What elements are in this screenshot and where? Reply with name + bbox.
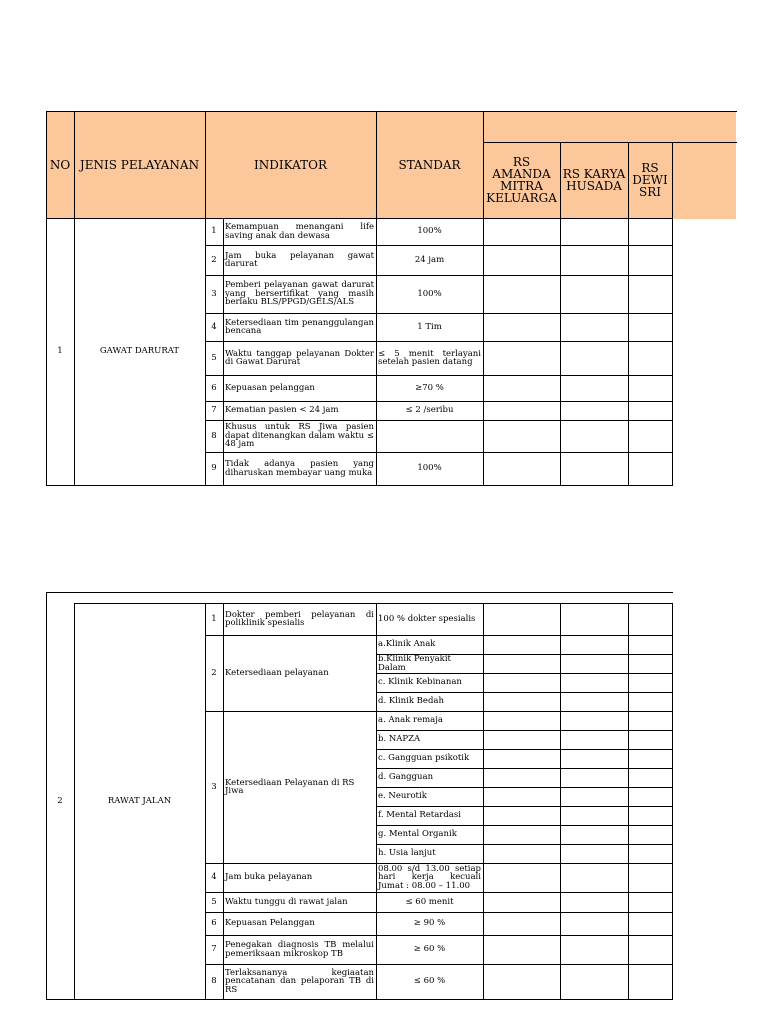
indikator-text-cell	[225, 452, 374, 485]
row-number-cell	[207, 218, 221, 245]
indikator-text-cell	[225, 375, 374, 401]
sub-service-item-cell	[378, 730, 481, 749]
header-jenis-pelayanan: JENIS PELAYANAN	[79, 157, 200, 172]
table-border-v	[376, 603, 377, 1000]
standar-text: 100%	[417, 463, 442, 474]
indikator-text: Waktu tanggap pelayanan Dokter di Gawat Darurat	[225, 348, 374, 367]
sub-service-item-cell	[378, 749, 481, 768]
indikator-text: Terlaksananya kegiaatan pencatanan dan pelaporan TB di RS	[225, 967, 374, 995]
table-border-v	[74, 603, 75, 1000]
row-number-cell	[207, 420, 221, 452]
sub-service-item: c. Klinik Kebinanan	[378, 677, 462, 688]
row-number: 2	[211, 667, 217, 678]
row-number-cell	[207, 245, 221, 275]
table-border-v	[223, 218, 224, 486]
table-border-h	[46, 592, 673, 593]
standar-text-cell	[378, 452, 481, 485]
sub-service-item: c. Gangguan psikotik	[378, 753, 470, 764]
sub-service-item: h. Usia lanjut	[378, 848, 436, 859]
standar-text-cell	[378, 420, 481, 452]
table-border-v	[560, 603, 561, 1000]
indikator-text: Jam buka pelayanan	[225, 872, 313, 883]
indikator-text: Khusus untuk RS Jiwa pasien dapat ditenangkan dalam waktu ≤ 48 jam	[225, 422, 374, 450]
indikator-text: Dokter pemberi pelayanan di poliklinik spesialis	[225, 609, 374, 628]
row-number: 7	[211, 405, 217, 416]
header-hospital-1: RS AMANDA MITRA KELUARGA	[486, 155, 557, 205]
sub-service-item: d. Klinik Bedah	[378, 696, 444, 707]
row-number-cell	[207, 341, 221, 375]
standar-text: 100%	[417, 226, 442, 237]
header-hospital-1-cell	[483, 142, 560, 218]
sub-service-item: b. NAPZA	[378, 734, 421, 745]
sub-service-item-cell	[378, 654, 481, 673]
sub-service-item: e. Neurotik	[378, 791, 427, 802]
sub-service-item-cell	[378, 635, 481, 654]
row-number-cell	[207, 401, 221, 420]
header-no: NO	[49, 157, 71, 172]
indikator-text-cell	[225, 275, 374, 313]
header-hospital-2-cell	[560, 142, 628, 218]
indikator-text: Pemberi pelayanan gawat darurat yang bersertifikat yang masih berlaku BLS/PPGD/GELS/ALS	[225, 280, 374, 308]
row-number: 5	[211, 352, 217, 363]
indikator-text-cell	[225, 218, 374, 245]
table-border-h	[46, 485, 206, 486]
header-indikator-cell	[205, 111, 376, 218]
row-number-cell	[207, 935, 221, 964]
indikator-text-cell	[225, 711, 374, 863]
indikator-text: Ketersediaan pelayanan	[225, 667, 329, 678]
header-jenis-pelayanan-cell	[74, 111, 205, 218]
standar-text: ≤ 60 menit	[405, 896, 454, 907]
row-number: 8	[211, 430, 217, 441]
standar-text: ≤ 5 menit terlayani setelah pasien datang	[378, 348, 481, 367]
table-border-v	[483, 603, 484, 1000]
indikator-text: Tidak adanya pasien yang diharuskan membayar uang muka	[225, 459, 374, 478]
row-number: 8	[211, 976, 217, 987]
table-border-v	[46, 592, 47, 1000]
indikator-text-cell	[225, 912, 374, 935]
row-number-cell	[207, 275, 221, 313]
row-number-cell	[207, 912, 221, 935]
standar-text-cell	[378, 245, 481, 275]
indikator-text-cell	[225, 964, 374, 999]
indikator-text: Kepuasan Pelanggan	[225, 918, 315, 929]
row-number: 4	[211, 321, 217, 332]
indikator-text: Waktu tunggu di rawat jalan	[225, 896, 348, 907]
standar-text: 24 jam	[414, 254, 445, 265]
sub-service-item-cell	[378, 787, 481, 806]
indikator-text-cell	[225, 401, 374, 420]
indikator-text: Kepuasan pelanggan	[225, 382, 315, 393]
table-border-h	[46, 999, 673, 1000]
indikator-text-cell	[225, 420, 374, 452]
section1-jenis: GAWAT DARURAT	[99, 346, 180, 357]
indikator-text: Jam buka pelayanan gawat darurat	[225, 250, 374, 269]
table-border-v	[205, 603, 206, 1000]
standar-text: 100 % dokter spesialis	[378, 613, 476, 624]
indikator-text-cell	[225, 603, 374, 635]
row-number-cell	[207, 863, 221, 892]
section1-no-cell	[48, 218, 72, 485]
row-number: 2	[211, 254, 217, 265]
indikator-text-cell	[225, 892, 374, 912]
row-number: 5	[211, 896, 217, 907]
section1-jenis-cell	[76, 218, 203, 485]
indikator-text: Kematian pasien < 24 jam	[225, 405, 339, 416]
sub-service-item: g. Mental Organik	[378, 829, 457, 840]
sub-service-item-cell	[378, 692, 481, 711]
sub-service-item: a. Anak remaja	[378, 715, 443, 726]
standar-text: 08.00 s/d 13.00 setiap hari kerja kecuali Jumat : 08.00 – 11.00	[378, 863, 481, 891]
standar-text-cell	[378, 603, 481, 635]
section2-no-cell	[48, 603, 72, 999]
standar-text: 100%	[417, 288, 442, 299]
table-border-v	[672, 142, 673, 486]
standar-text-cell	[378, 341, 481, 375]
sub-service-item: b.Klinik Penyakit Dalam	[378, 654, 451, 673]
sub-service-item-cell	[378, 806, 481, 825]
standar-text-cell	[378, 863, 481, 892]
row-number-cell	[207, 964, 221, 999]
row-number: 3	[211, 781, 217, 792]
indikator-text: Penegakan diagnosis TB melalui pemeriksaan mikroskop TB	[225, 940, 374, 959]
row-number-cell	[207, 635, 221, 711]
indikator-text: Ketersediaan tim penanggulangan bencana	[225, 317, 374, 336]
sub-service-item-cell	[378, 844, 481, 863]
sub-service-item-cell	[378, 825, 481, 844]
standar-text: 1 Tim	[417, 321, 442, 332]
row-number: 6	[211, 382, 217, 393]
table-border-h	[205, 485, 673, 486]
indikator-text: Kemampuan menangani life saving anak dan dewasa	[225, 222, 374, 241]
indikator-text-cell	[225, 313, 374, 341]
row-number: 7	[211, 944, 217, 955]
row-number-cell	[207, 375, 221, 401]
section1-no: 1	[57, 346, 63, 357]
sub-service-item: f. Mental Retardasi	[378, 810, 461, 821]
row-number: 6	[211, 918, 217, 929]
row-number-cell	[207, 892, 221, 912]
sub-service-item-cell	[378, 768, 481, 787]
header-standar-cell	[376, 111, 483, 218]
header-hospital-3-cell	[628, 142, 672, 218]
row-number-cell	[207, 603, 221, 635]
standar-text: ≤ 2 /seribu	[405, 405, 454, 416]
row-number-cell	[207, 711, 221, 863]
standar-text-cell	[378, 313, 481, 341]
section2-jenis-cell	[76, 603, 203, 999]
header-standar: STANDAR	[398, 157, 461, 172]
standar-text-cell	[378, 912, 481, 935]
standar-text: ≤ 60 %	[413, 976, 446, 987]
indikator-text-cell	[225, 863, 374, 892]
row-number-cell	[207, 452, 221, 485]
row-number: 3	[211, 288, 217, 299]
section2-no: 2	[57, 795, 63, 806]
sub-service-item: a.Klinik Anak	[378, 639, 436, 650]
sub-service-item: d. Gangguan	[378, 772, 434, 783]
indikator-text-cell	[225, 341, 374, 375]
table-border-v	[628, 603, 629, 1000]
standar-text-cell	[378, 401, 481, 420]
indikator-text-cell	[225, 245, 374, 275]
section2-jenis: RAWAT JALAN	[107, 795, 172, 806]
table-border-v	[223, 603, 224, 1000]
row-number: 1	[211, 226, 217, 237]
row-number: 4	[211, 872, 217, 883]
standar-text-cell	[378, 218, 481, 245]
indikator-text-cell	[225, 935, 374, 964]
standar-text: ≥ 60 %	[413, 944, 446, 955]
standar-text: ≥70 %	[415, 382, 444, 393]
standar-text-cell	[378, 892, 481, 912]
table-border-v	[672, 603, 673, 1000]
header-hospital-3: RS DEWI SRI	[632, 161, 668, 199]
indikator-text: Ketersediaan Pelayanan di RS Jiwa	[225, 777, 355, 796]
header-indikator: INDIKATOR	[254, 157, 327, 172]
indikator-text-cell	[225, 635, 374, 711]
row-number-cell	[207, 313, 221, 341]
standar-text-cell	[378, 375, 481, 401]
header-hospital-2: RS KARYA HUSADA	[562, 167, 626, 193]
standar-text: ≥ 90 %	[413, 918, 446, 929]
row-number: 1	[211, 613, 217, 624]
header-no-cell	[46, 111, 74, 218]
sub-service-item-cell	[378, 673, 481, 692]
row-number: 9	[211, 463, 217, 474]
sub-service-item-cell	[378, 711, 481, 730]
standar-text-cell	[378, 964, 481, 999]
standar-text-cell	[378, 935, 481, 964]
standar-text-cell	[378, 275, 481, 313]
